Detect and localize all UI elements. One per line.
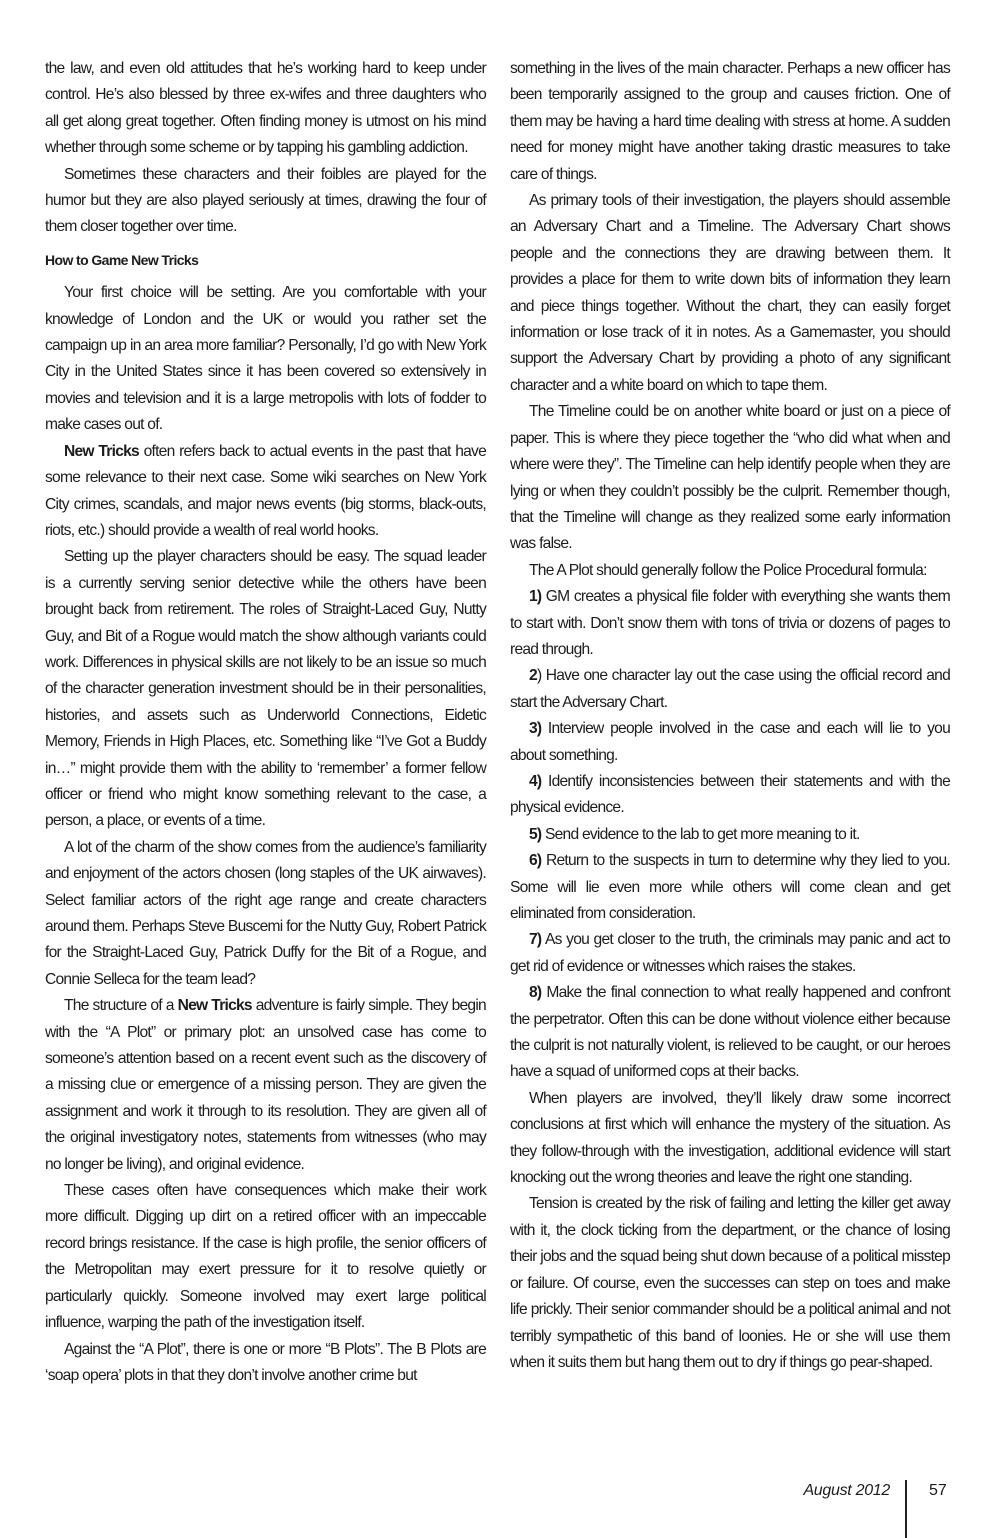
paragraph: The A Plot should generally follow the Police Procedural formula:	[529, 561, 927, 579]
page-number: 57	[929, 1482, 947, 1499]
step-number: 4)	[529, 772, 542, 790]
paragraph-text: often refers back to actual events in the past that have some relevance to their next case. Some wiki searches on New York City crimes, scandals, and major news events (big storms, black-outs, riots, etc.) should provide a wealth of real world hooks.	[45, 442, 487, 539]
right-column	[510, 56, 950, 1376]
step-item	[510, 927, 950, 980]
paragraph-text: adventure is fairly simple. They begin with the “A Plot” or primary plot: an unsolved case has come to someone’s attention based on a recent event such as the discovery of a missing clue or emergence of a missing person. They are given the assignment and work it through to its resolution. They are given all of the original investigatory notes, statements from witnesses (who may no longer be living), and original evidence.	[45, 997, 486, 1173]
step-text: Make the final connection to what really happened and confront the perpetrator. Often this can be done without violence either because the culprit is not naturally violent, is relieved to be caught, or our heroes have a squad of uniformed cops at their backs.	[510, 984, 950, 1081]
step-text: As you get closer to the truth, the criminals may panic and act to get rid of evidence or witnesses which raises the stakes.	[510, 931, 950, 975]
paragraph: Setting up the player characters should be easy. The squad leader is a currently serving senior detective while the others have been brought back from retirement. The roles of Straight-Laced Guy, Nutty Guy, and Bit of a Rogue would match the show although variants could work. Differences in physical skills are not likely to be an issue so much of the character generation investment should be in their personalities, histories, and assets such as Underworld Connections, Eidetic Memory, Friends in High Places, etc. Something like “I’ve Got a Buddy in…” might provide them with the ability to ‘remember’ a former fellow officer or friend who might know something relevant to the case, a person, a place, or events of a time.	[45, 548, 486, 830]
step-number: 3)	[529, 720, 542, 738]
left-column	[45, 56, 486, 1389]
paragraph: something in the lives of the main character. Perhaps a new officer has been temporarily assigned to the group and causes friction. One of them may be having a hard time dealing with stress at home. A sudden need for money might have another taking drastic measures to take care of things.	[510, 60, 950, 183]
step-item	[510, 848, 950, 927]
step-item	[510, 584, 950, 663]
paragraph: the law, and even old attitudes that he’s working hard to keep under control. He’s also blessed by three ex-wifes and three daughters who all get along great together. Often finding money is utmost on his mind whether through some scheme or by tapping his gambling addiction.	[45, 60, 486, 157]
step-number: 8)	[529, 984, 542, 1002]
step-item	[510, 822, 950, 848]
paragraph: Against the “A Plot”, there is one or more “B Plots”. The B Plots are ‘soap opera’ plots in that they don’t involve another crime but	[45, 1340, 486, 1384]
step-number: 1)	[529, 588, 542, 606]
step-number: 6)	[529, 852, 542, 870]
step-text: ) Have one character lay out the case using the official record and start the Adversary Chart.	[510, 667, 950, 711]
step-number: 2	[529, 667, 537, 685]
step-number: 7)	[529, 931, 542, 949]
step-item	[510, 663, 950, 716]
footer-divider	[905, 1480, 907, 1538]
step-text: GM creates a physical file folder with everything she wants them to start with. Don’t snow them with tons of trivia or dozens of pages to read through.	[510, 588, 950, 658]
paragraph: The Timeline could be on another white board or just on a piece of paper. This is where they piece together the “who did what when and where were they”. The Timeline can help identify people when they are lying or when they couldn’t possibly be the culprit. Remember though, that the Timeline will change as they realized some early information was false.	[510, 403, 950, 553]
step-item	[510, 980, 950, 1086]
step-text: Send evidence to the lab to get more meaning to it.	[541, 825, 860, 843]
issue-date: August 2012	[803, 1482, 890, 1499]
paragraph: Your first choice will be setting. Are you comfortable with your knowledge of London and the UK or would you rather set the campaign up in an area more familiar? Personally, I’d go with New York City in the United States since it has been covered so extensively in movies and television and it is a large metropolis with lots of fodder to make cases out of.	[45, 284, 486, 434]
section-heading: How to Game New Tricks	[45, 251, 199, 268]
step-text: Return to the suspects in turn to determine why they lied to you. Some will lie even more while others will come clean and get eliminated from consideration.	[510, 852, 950, 922]
paragraph: These cases often have consequences which make their work more difficult. Digging up dirt on a retired officer with an impeccable record brings resistance. If the case is high profile, the senior officers of the Metropolitan may exert pressure for it to resolve quietly or particularly quickly. Someone involved may exert large political influence, warping the path of the investigation itself.	[45, 1182, 486, 1332]
paragraph	[45, 439, 486, 545]
step-text: Interview people involved in the case and each will lie to you about something.	[510, 720, 950, 764]
show-title: New Tricks	[177, 997, 252, 1015]
paragraph: When players are involved, they’ll likely draw some incorrect conclusions at first which will enhance the mystery of the situation. As they follow-through with the investigation, additional evidence will start knocking out the wrong theories and leave the right one standing.	[510, 1089, 950, 1187]
show-title: New Tricks	[64, 442, 139, 460]
paragraph: As primary tools of their investigation, the players should assemble an Adversary Chart and a Timeline. The Adversary Chart shows people and the connections they are drawing between them. It provides a place for them to write down bits of information they learn and piece things together. Without the chart, they can easily forget information or lose track of it in notes. As a Gamemaster, you should support the Adversary Chart by providing a photo of any significant character and a white board on which to tape them.	[510, 192, 950, 394]
paragraph-text: The structure of a	[64, 997, 178, 1015]
step-item	[510, 716, 950, 769]
paragraph: Sometimes these characters and their foibles are played for the humor but they are also played seriously at times, drawing the four of them closer together over time.	[45, 165, 486, 236]
paragraph	[45, 993, 486, 1178]
step-item	[510, 769, 950, 822]
paragraph: Tension is created by the risk of failing and letting the killer get away with it, the clock ticking from the department, or the chance of losing their jobs and the squad being shut down because of a political misstep or failure. Of course, even the successes can step on toes and make life prickly. Their senior commander should be a political animal and not terribly sympathetic of this band of loonies. He or she will use them when it suits them but hang them out to dry if things go pear-shaped.	[510, 1195, 950, 1371]
step-number: 5)	[529, 825, 542, 843]
paragraph: A lot of the charm of the show comes from the audience’s familiarity and enjoyment of the actors chosen (long staples of the UK airwaves). Select familiar actors of the right age range and create characters around them. Perhaps Steve Buscemi for the Nutty Guy, Robert Patrick for the Straight-Laced Guy, Patrick Duffy for the Bit of a Rogue, and Connie Selleca for the team lead?	[45, 838, 486, 988]
step-text: Identify inconsistencies between their statements and with the physical evidence.	[510, 772, 950, 817]
